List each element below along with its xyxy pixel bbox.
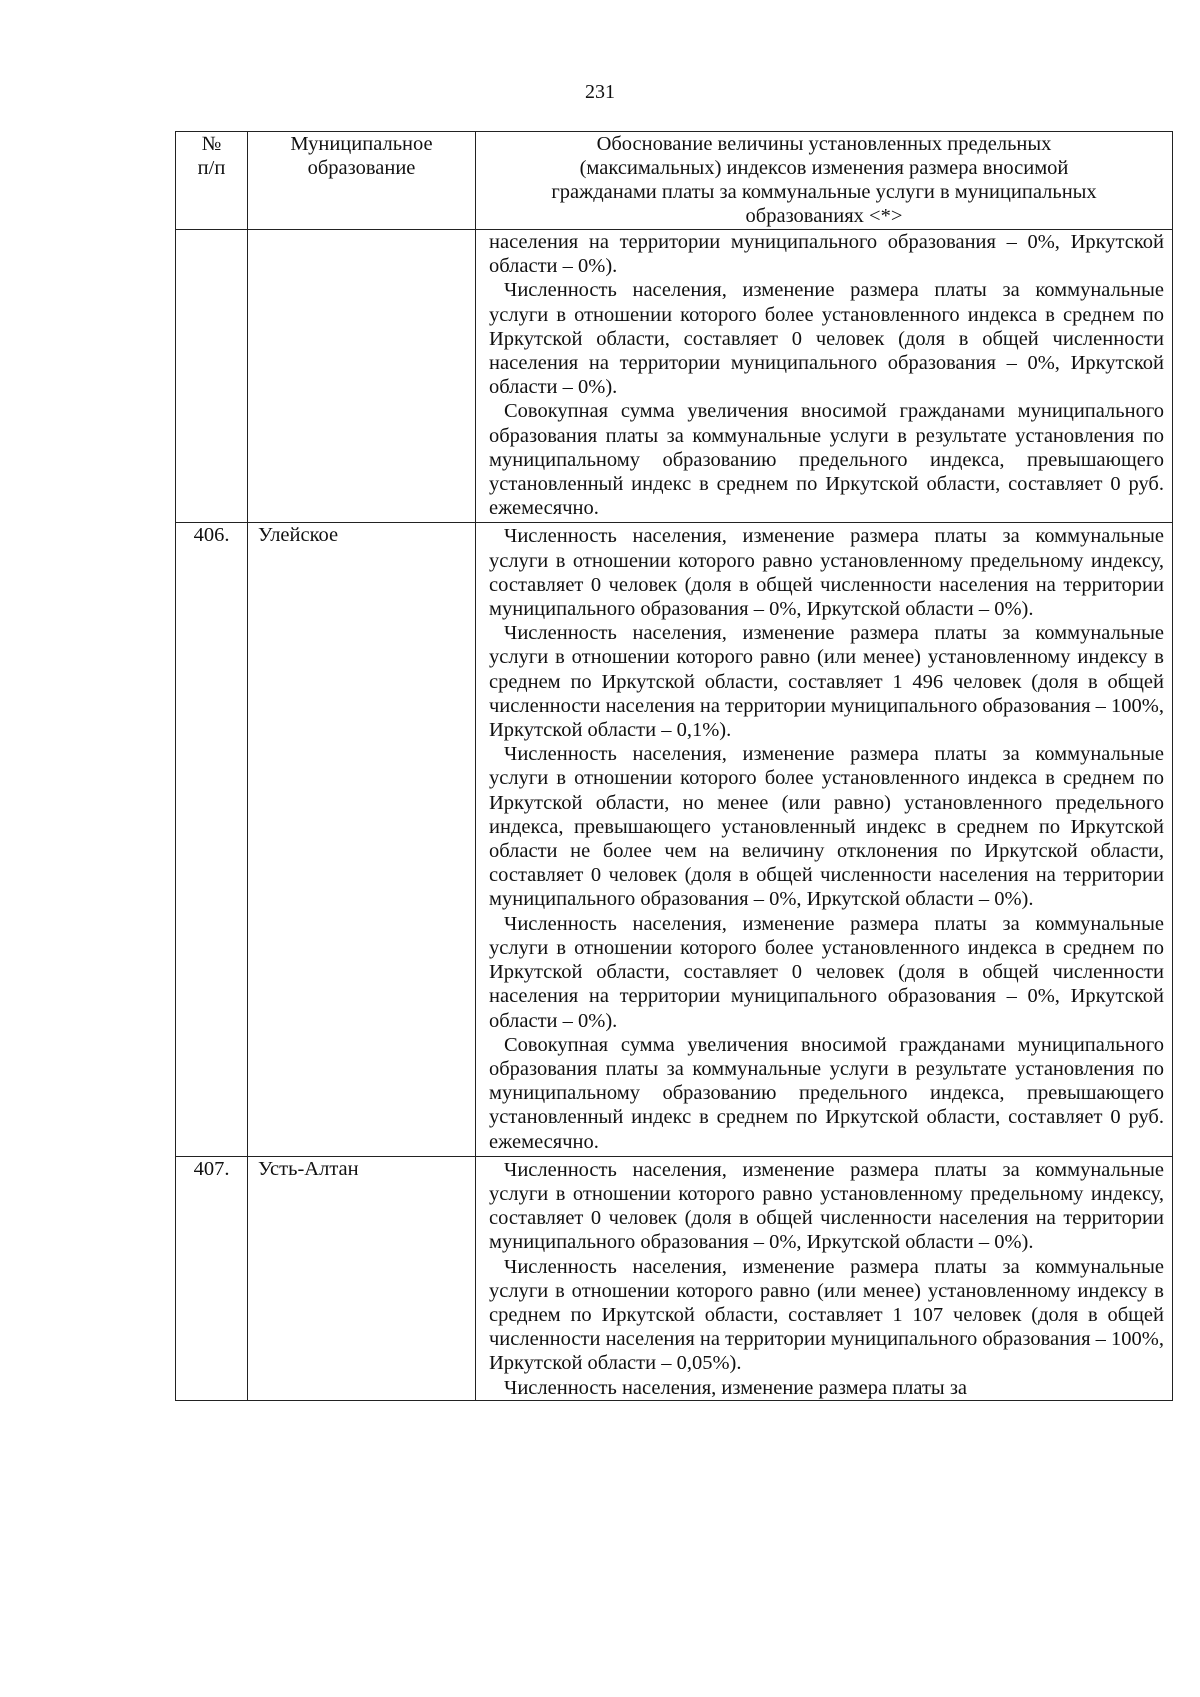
justification-paragraph: Численность населения, изменение размера платы за коммунальные услуги в отношении которого равно установленному предельному индексу, составляет 0 человек (доля в общей численности населения на территории муниципального образования – 0%, Иркутской области – 0%). bbox=[489, 525, 1164, 621]
justification-paragraph: Совокупная сумма увеличения вносимой гражданами муниципального образования платы за коммунальные услуги в результате установления по муниципальному образованию предельного индекса, превышающего установленный индекс в среднем по Иркутской области, составляет 0 руб. ежемесячно. bbox=[489, 1033, 1164, 1153]
row-number: 407. bbox=[176, 1156, 248, 1400]
header-justification-line: образованиях <*> bbox=[745, 205, 903, 227]
justification-paragraph: Численность населения, изменение размера платы за коммунальные услуги в отношении которого равно установленному предельному индексу, составляет 0 человек (доля в общей численности населения на территории муниципального образования – 0%, Иркутской области – 0%). bbox=[489, 1158, 1164, 1254]
header-justification bbox=[476, 132, 1173, 230]
row-justification bbox=[476, 523, 1173, 1156]
justification-paragraph: Численность населения, изменение размера платы за коммунальные услуги в отношении которого более установленного индекса в среднем по Иркутской области, но менее (или равно) установленного предельного индекса, превышающего установленный индекс в среднем по Иркутской области не более чем на величину отклонения по Иркутской области, составляет 0 человек (доля в общей численности населения на территории муниципального образования – 0%, Иркутской области – 0%). bbox=[489, 743, 1164, 911]
header-number-line: п/п bbox=[197, 157, 226, 179]
header-municipality-line: Муниципальное bbox=[290, 133, 433, 155]
header-number bbox=[176, 132, 248, 230]
header-municipality-line: образование bbox=[307, 157, 416, 179]
row-municipality: Улейское bbox=[248, 523, 476, 1156]
row-municipality: Усть-Алтан bbox=[248, 1156, 476, 1400]
indices-table bbox=[175, 131, 1173, 1401]
header-justification-line: Обоснование величины установленных предельных bbox=[596, 133, 1052, 155]
justification-paragraph: Численность населения, изменение размера платы за коммунальные услуги в отношении которого равно (или менее) установленному индексу в среднем по Иркутской области, составляет 1 496 человек (доля в общей численности населения на территории муниципального образования – 100%, Иркутской области – 0,1%). bbox=[489, 622, 1164, 742]
justification-paragraph: Численность населения, изменение размера платы за коммунальные услуги в отношении которого равно (или менее) установленному индексу в среднем по Иркутской области, составляет 1 107 человек (доля в общей численности населения на территории муниципального образования – 100%, Иркутской области – 0,05%). bbox=[489, 1255, 1164, 1375]
justification-paragraph: Численность населения, изменение размера платы за коммунальные услуги в отношении которого более установленного индекса в среднем по Иркутской области, составляет 0 человек (доля в общей численности населения на территории муниципального образования – 0%, Иркутской области – 0%). bbox=[489, 279, 1164, 399]
header-municipality bbox=[248, 132, 476, 230]
table-row bbox=[176, 523, 1173, 1156]
table-row bbox=[176, 1156, 1173, 1400]
justification-paragraph: Численность населения, изменение размера платы за bbox=[504, 1376, 968, 1399]
page-number: 231 bbox=[585, 81, 615, 103]
table-header bbox=[176, 132, 1173, 230]
row-justification bbox=[476, 1156, 1173, 1400]
table-row bbox=[176, 230, 1173, 523]
justification-paragraph: Совокупная сумма увеличения вносимой гражданами муниципального образования платы за коммунальные услуги в результате установления по муниципальному образованию предельного индекса, превышающего установленный индекс в среднем по Иркутской области, составляет 0 руб. ежемесячно. bbox=[489, 400, 1164, 520]
row-number: 406. bbox=[176, 523, 248, 1156]
header-justification-line: (максимальных) индексов изменения размера вносимой bbox=[579, 157, 1069, 179]
justification-paragraph: населения на территории муниципального образования – 0%, Иркутской области – 0%). bbox=[489, 231, 1164, 278]
row-municipality bbox=[248, 230, 476, 523]
row-justification bbox=[476, 230, 1173, 523]
justification-paragraph: Численность населения, изменение размера платы за коммунальные услуги в отношении которого более установленного индекса в среднем по Иркутской области, составляет 0 человек (доля в общей численности населения на территории муниципального образования – 0%, Иркутской области – 0%). bbox=[489, 912, 1164, 1032]
header-number-line: № bbox=[201, 133, 222, 155]
row-number bbox=[176, 230, 248, 523]
header-justification-line: гражданами платы за коммунальные услуги в муниципальных bbox=[551, 181, 1097, 203]
